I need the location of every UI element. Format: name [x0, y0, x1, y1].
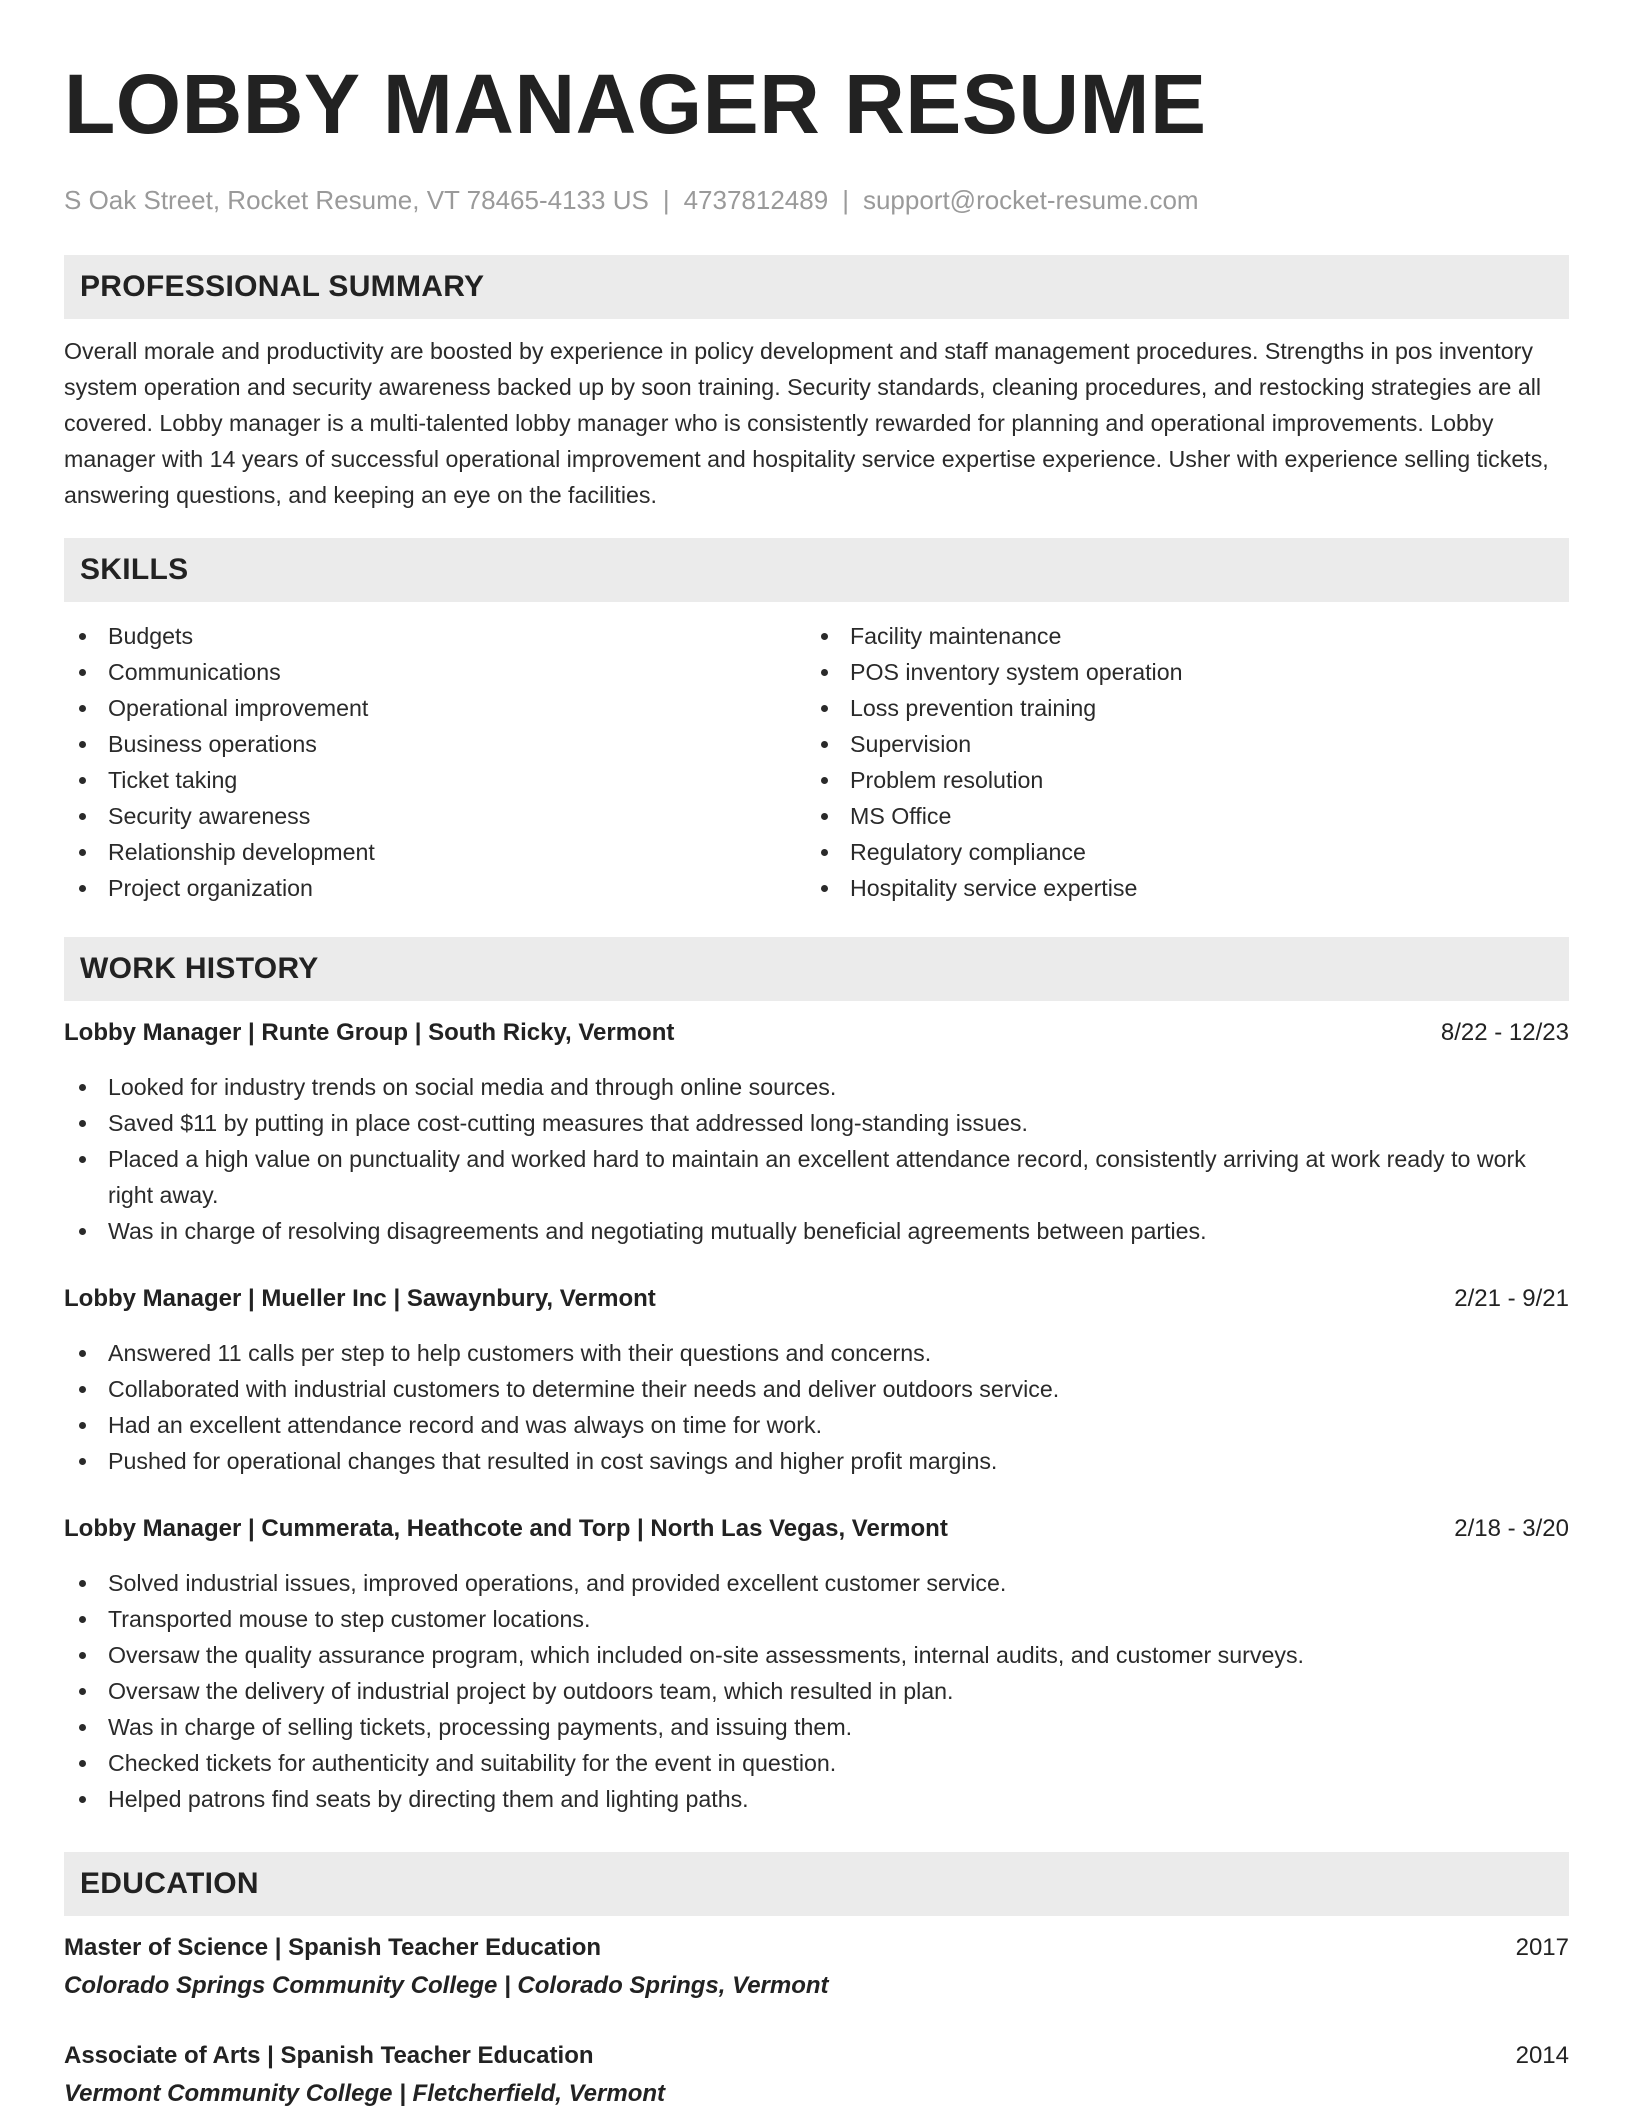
job-entry: [64, 1281, 1569, 1479]
job-header: [64, 1015, 1569, 1051]
education-school: Vermont Community College | Fletcherfield, Vermont: [64, 2080, 666, 2107]
skills-list-left: [64, 618, 806, 906]
skill-item: Ticket taking: [64, 762, 806, 798]
job-title: Lobby Manager | Mueller Inc | Sawaynbury, Vermont: [64, 1285, 656, 1312]
work-section-header: WORK HISTORY: [64, 937, 1569, 1001]
job-bullet: Pushed for operational changes that resulted in cost savings and higher profit margins.: [64, 1443, 1569, 1479]
contact-email[interactable]: support@rocket-resume.com: [862, 185, 1199, 215]
education-entry: [64, 2038, 1569, 2112]
job-entry: [64, 1015, 1569, 1249]
job-dates: 8/22 - 12/23: [1440, 1019, 1569, 1046]
education-year: 2017: [1515, 1934, 1569, 1961]
job-bullet: Collaborated with industrial customers to determine their needs and deliver outdoors service.: [64, 1371, 1569, 1407]
job-bullet: Placed a high value on punctuality and worked hard to maintain an excellent attendance record, consistently arriving at work ready to work right away.: [64, 1141, 1569, 1213]
skill-item: Supervision: [806, 726, 1548, 762]
resume-title: LOBBY MANAGER RESUME: [64, 57, 1207, 151]
education-section-header: EDUCATION: [64, 1852, 1569, 1916]
job-bullets: [64, 1565, 1569, 1817]
job-header: [64, 1511, 1569, 1547]
education-degree: Master of Science | Spanish Teacher Education: [64, 1934, 602, 1961]
skill-item: Hospitality service expertise: [806, 870, 1548, 906]
job-bullet: Transported mouse to step customer locations.: [64, 1601, 1569, 1637]
summary-text: Overall morale and productivity are boosted by experience in policy development and staff management procedures. Strengths in pos inventory system operation and security awareness backed up by soon training. Security standards, cleaning procedures, and restocking strategies are all covered. Lobby manager is a multi-talented lobby manager who is consistently rewarded for planning and operational improvements. Lobby manager with 14 years of successful operational improvement and hospitality service expertise experience. Usher with experience selling tickets, answering questions, and keeping an eye on the facilities.: [64, 338, 1549, 508]
contact-address: S Oak Street, Rocket Resume, VT 78465-4133 US: [64, 185, 649, 215]
skill-item: Budgets: [64, 618, 806, 654]
contact-line: [64, 184, 1569, 216]
skill-item: POS inventory system operation: [806, 654, 1548, 690]
skill-item: Regulatory compliance: [806, 834, 1548, 870]
job-bullet: Answered 11 calls per step to help customers with their questions and concerns.: [64, 1335, 1569, 1371]
job-entry: [64, 1511, 1569, 1817]
job-bullet: Solved industrial issues, improved operations, and provided excellent customer service.: [64, 1565, 1569, 1601]
job-title: Lobby Manager | Runte Group | South Ricky, Vermont: [64, 1019, 675, 1046]
skill-item: Communications: [64, 654, 806, 690]
education-year: 2014: [1515, 2042, 1569, 2069]
contact-separator: |: [662, 185, 670, 215]
skills-section-header: SKILLS: [64, 538, 1569, 602]
job-bullet: Looked for industry trends on social media and through online sources.: [64, 1069, 1569, 1105]
job-bullets: [64, 1069, 1569, 1249]
skill-item: Facility maintenance: [806, 618, 1548, 654]
job-bullet: Oversaw the quality assurance program, which included on-site assessments, internal audits, and customer surveys.: [64, 1637, 1569, 1673]
job-bullet: Was in charge of resolving disagreements and negotiating mutually beneficial agreements between parties.: [64, 1213, 1569, 1249]
skill-item: MS Office: [806, 798, 1548, 834]
skill-item: Relationship development: [64, 834, 806, 870]
job-bullet: Had an excellent attendance record and was always on time for work.: [64, 1407, 1569, 1443]
skill-item: Project organization: [64, 870, 806, 906]
education-header: [64, 1930, 1569, 1966]
job-bullet: Saved $11 by putting in place cost-cutting measures that addressed long-standing issues.: [64, 1105, 1569, 1141]
skill-item: Loss prevention training: [806, 690, 1548, 726]
job-title: Lobby Manager | Cummerata, Heathcote and Torp | North Las Vegas, Vermont: [64, 1515, 948, 1542]
summary-section-header: PROFESSIONAL SUMMARY: [64, 255, 1569, 319]
job-bullets: [64, 1335, 1569, 1479]
contact-separator: |: [842, 185, 849, 215]
skill-item: Business operations: [64, 726, 806, 762]
education-header: [64, 2038, 1569, 2074]
skill-item: Operational improvement: [64, 690, 806, 726]
education-degree: Associate of Arts | Spanish Teacher Education: [64, 2042, 594, 2069]
skills-list-right: [806, 618, 1548, 906]
job-dates: 2/18 - 3/20: [1454, 1515, 1569, 1542]
job-bullet: Was in charge of selling tickets, processing payments, and issuing them.: [64, 1709, 1569, 1745]
skill-item: Security awareness: [64, 798, 806, 834]
job-bullet: Helped patrons find seats by directing them and lighting paths.: [64, 1781, 1569, 1817]
education-entry: [64, 1930, 1569, 2004]
skill-item: Problem resolution: [806, 762, 1548, 798]
job-header: [64, 1281, 1569, 1317]
education-school: Colorado Springs Community College | Colorado Springs, Vermont: [64, 1972, 829, 1999]
job-dates: 2/21 - 9/21: [1454, 1285, 1569, 1312]
contact-phone: 4737812489: [683, 185, 829, 215]
job-bullet: Oversaw the delivery of industrial project by outdoors team, which resulted in plan.: [64, 1673, 1569, 1709]
job-bullet: Checked tickets for authenticity and suitability for the event in question.: [64, 1745, 1569, 1781]
skills-columns: [64, 618, 1569, 906]
